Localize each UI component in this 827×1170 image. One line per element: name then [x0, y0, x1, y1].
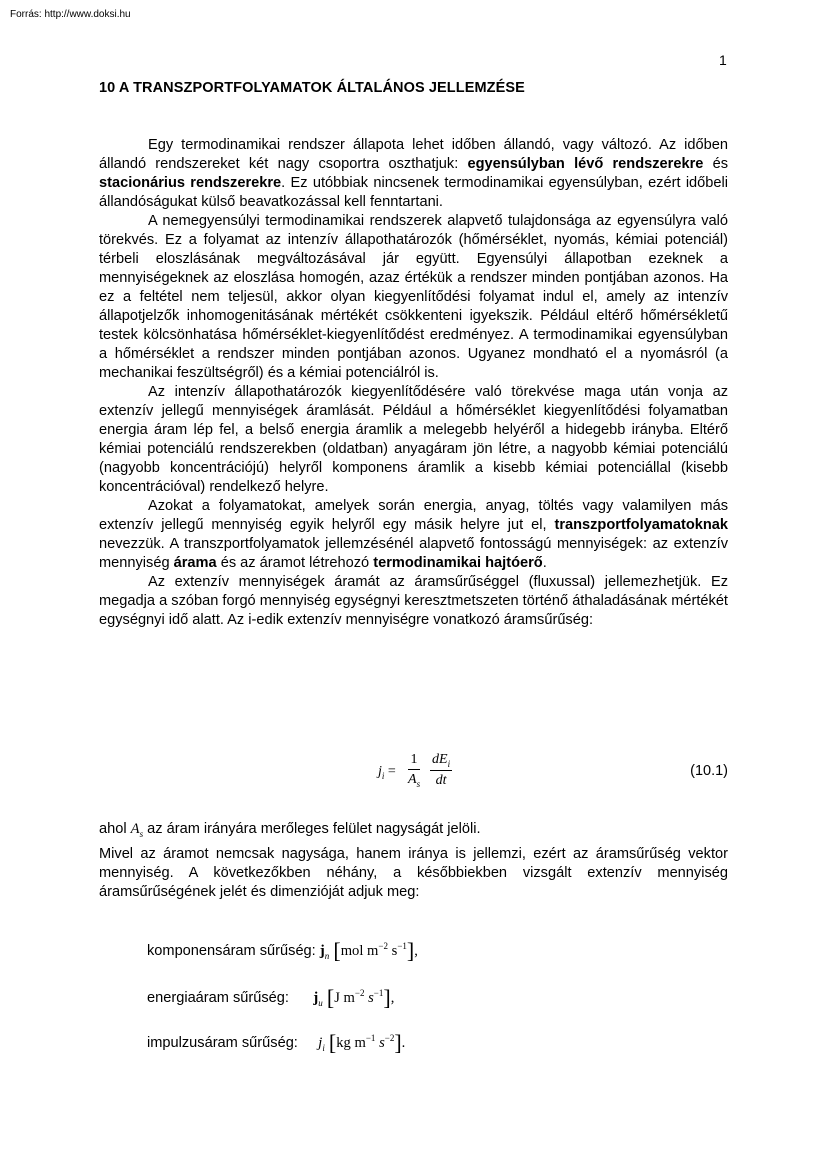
frac2-num-sub: i — [447, 758, 451, 769]
eq-equals: = — [387, 764, 396, 779]
unit-component-flux — [147, 938, 418, 964]
equation-number: (10.1) — [690, 763, 728, 779]
unit-symbol-sub: n — [324, 950, 330, 961]
bracket-open: [ — [326, 985, 335, 1010]
unit-end: , — [390, 990, 395, 1006]
unit-symbol-sub: i — [322, 1042, 325, 1053]
frac1-den: A — [408, 772, 417, 787]
ahol-symbol-sub: s — [139, 828, 144, 839]
page-title: 10 A TRANSZPORTFOLYAMATOK ÁLTALÁNOS JELLEMZÉSE — [99, 80, 525, 96]
eq-j: j — [378, 764, 382, 779]
frac2-den: dt — [435, 772, 447, 788]
page-number: 1 — [719, 52, 727, 68]
unit-end: , — [414, 943, 418, 959]
unit-part-2: s — [379, 1035, 385, 1051]
unit-end: . — [401, 1035, 406, 1051]
p1-text-2: és — [703, 156, 729, 172]
term-driving-force: termodinamikai hajtóerő — [373, 555, 543, 571]
frac1-num: 1 — [408, 752, 420, 770]
p4-text-2: nevezzük. A transzportfolyamatok jellemzésénél alapvető fontosságú mennyiségek: az extenzív mennyiség — [99, 536, 728, 571]
unit-symbol: j — [318, 1035, 323, 1051]
bracket-close: ] — [406, 938, 415, 963]
unit-part-2: s — [368, 990, 374, 1006]
paragraph-2: A nemegyensúlyi termodinamikai rendszerek alapvető tulajdonsága az egyensúlyra való törekvés. Ez a folyamat az intenzív állapothatározók (hőmérséklet, nyomás, kémiai potenciál) térbeli eloszlásának megváltozásával jár együtt. Egyensúlyi állapotban ezeknek a mennyiségeknek az eloszlása homogén, azaz értékük a rendszer minden pontjában azonos. Ha ez a feltétel nem teljesül, akkor olyan kiegyenlítődési folyamat indul el, amely az intenzív állapotjelzők inhomogenitásának mértékét csökkenteni igyekszik. Például eltérő hőmérsékletű testek kölcsönhatása hőmérséklet-kiegyenlítődést eredményez. A termodinamikai egyensúlyban a hőmérséklet a rendszer minden pontjában azonos. Ugyanez mondható el a nyomásról (a mechanikai feszültségről) és a kémiai potenciálról is. — [99, 213, 728, 381]
equation-10-1 — [372, 752, 728, 796]
ahol-text-1: ahol — [99, 821, 131, 837]
term-transport: transzportfolyamatoknak — [554, 517, 728, 533]
unit-energy-flux — [147, 985, 394, 1011]
fraction-2 — [430, 752, 452, 789]
unit-part-1: kg m — [336, 1035, 366, 1051]
frac2-num: dE — [432, 752, 448, 767]
equation-lhs — [378, 764, 396, 781]
unit-part-1: mol m — [340, 943, 379, 959]
paragraph-6: Mivel az áramot nemcsak nagysága, hanem iránya is jellemzi, ezért az áramsűrűség vektor mennyiség. A következőkben néhány, a későbbiekben vizsgált extenzív mennyiség áramsűrűségének jelét és dimenzióját adjuk meg: — [99, 846, 728, 900]
unit-exp-1: −2 — [378, 941, 388, 952]
p1-text-3: . Ez utóbbiak nincsenek termodinamikai egyensúlyban, ezért időbeli állandóságukat külső beavatkozással kell fenntartani. — [99, 175, 729, 210]
ahol-line — [99, 820, 728, 844]
bracket-open: [ — [328, 1030, 337, 1055]
p1-text-1: Egy termodinamikai rendszer állapota lehet időben állandó, vagy változó. Az időben állandó rendszereket két nagy csoportra oszthatjuk: — [99, 137, 728, 172]
unit-symbol-sub: u — [318, 997, 323, 1008]
frac1-den-sub: s — [416, 778, 421, 789]
term-equilibrium: egyensúlyban lévő rendszerekre — [467, 156, 704, 172]
unit-exp-2: −1 — [397, 941, 407, 952]
unit-label: energiaáram sűrűség: — [147, 990, 289, 1006]
unit-symbol: j — [319, 943, 325, 959]
body-text — [99, 136, 728, 630]
bracket-open: [ — [333, 938, 341, 963]
eq-j-sub: i — [381, 770, 385, 781]
bracket-close: ] — [394, 1030, 402, 1055]
term-current: árama — [173, 555, 217, 571]
p4-text-4: . — [542, 555, 547, 571]
term-stationary: stacionárius rendszerekre — [99, 175, 282, 191]
p4-text-3: és az áramot létrehozó — [216, 555, 374, 571]
bracket-close: ] — [383, 985, 391, 1010]
paragraph-3: Az intenzív állapothatározók kiegyenlítődésére való törekvése maga után vonja az extenzív jellegű mennyiségek áramlását. Például a hőmérséklet kiegyenlítődési folyamatban energia áram lép fel, a belső energia áramlik a melegebb helyéről a hidegebb irányba. Eltérő kémiai potenciálú rendszerekben (oldatban) anyagáram jön létre, a nagyobb kémiai potenciálú (nagyobb koncentrációjú) helyről komponens áramlik a kisebb kémiai potenciállal (kisebb koncentrációval) rendelkező helyre. — [99, 384, 728, 495]
unit-exp-1: −1 — [365, 1033, 376, 1044]
unit-symbol: j — [313, 990, 319, 1006]
ahol-symbol: A — [130, 821, 140, 837]
paragraph-4 — [99, 497, 728, 573]
unit-part-2: s — [391, 943, 398, 959]
paragraph-5: Az extenzív mennyiségek áramát az áramsűrűséggel (fluxussal) jellemezhetjük. Ez megadja a szóban forgó mennyiség egységnyi keresztmetszeten történő áthaladásának mértékét egységnyi idő alatt. Az i-edik extenzív mennyiségre vonatkozó áramsűrűség: — [99, 574, 728, 628]
unit-exp-1: −2 — [354, 988, 365, 999]
fraction-1 — [408, 752, 420, 789]
ahol-text-2: az áram irányára merőleges felület nagyságát jelöli. — [143, 821, 481, 837]
unit-momentum-flux — [147, 1030, 405, 1056]
paragraph-1 — [99, 136, 728, 212]
unit-part-1: J m — [334, 990, 355, 1006]
p4-text-1: Azokat a folyamatokat, amelyek során energia, anyag, töltés vagy valamilyen más extenzív jellegű mennyiség egyik helyről egy másik helyre jut el, — [99, 498, 728, 533]
unit-exp-2: −2 — [384, 1033, 395, 1044]
unit-exp-2: −1 — [373, 988, 384, 999]
source-note: Forrás: http://www.doksi.hu — [10, 9, 131, 20]
unit-label: impulzusáram sűrűség: — [147, 1035, 298, 1051]
unit-label: komponensáram sűrűség: — [147, 943, 316, 959]
